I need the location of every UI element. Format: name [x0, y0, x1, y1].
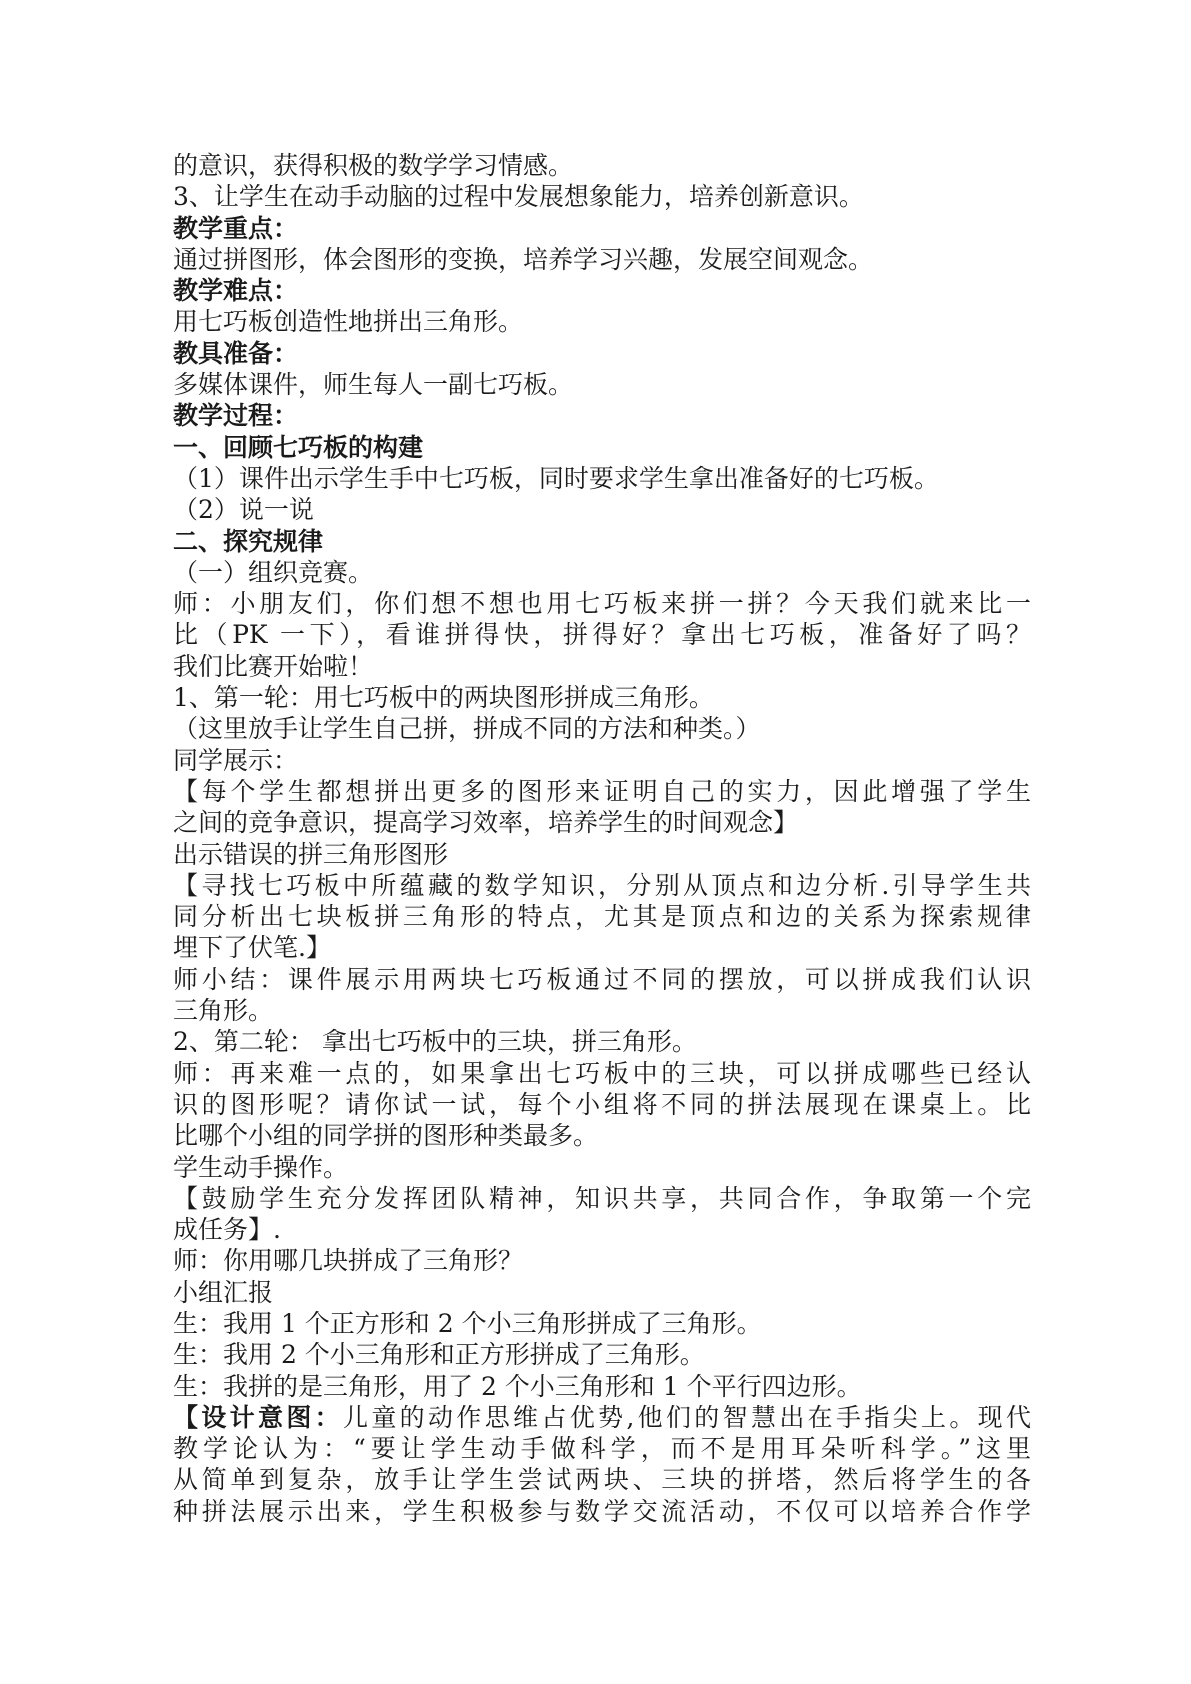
text-line	[173, 588, 1031, 619]
text-line	[173, 807, 1031, 838]
section-heading	[173, 338, 1031, 369]
line-text: 同分析出七块板拼三角形的特点，尤其是顶点和边的关系为探索规律	[173, 902, 1031, 932]
line-text: 的意识，获得积极的数学学习情感。	[173, 151, 574, 180]
line-text: 生：我用 1 个正方形和 2 个小三角形拼成了三角形。	[173, 1308, 762, 1338]
line-text: 从简单到复杂，放手让学生尝试两块、三块的拼塔，然后将学生的各	[173, 1465, 1031, 1495]
text-line	[173, 1464, 1031, 1495]
text-line	[173, 1214, 1031, 1245]
text-line	[173, 150, 1031, 181]
text-line	[173, 1496, 1031, 1527]
line-text: 小组汇报	[173, 1277, 274, 1307]
text-line	[173, 1183, 1031, 1214]
line-text: 教学论认为：“要让学生动手做科学，而不是用耳朵听科学。”这里	[173, 1434, 1031, 1464]
design-intent-label: 【设计意图：	[173, 1402, 344, 1432]
line-text: 通过拼图形，体会图形的变换，培养学习兴趣，发展空间观念。	[173, 244, 874, 274]
section-heading	[173, 432, 1031, 463]
text-line	[173, 306, 1031, 337]
line-text: （2）说一说	[173, 495, 314, 525]
line-text: 【每个学生都想拼出更多的图形来证明自己的实力，因此增强了学生	[173, 776, 1031, 806]
text-line	[173, 839, 1031, 870]
text-line	[173, 244, 1031, 275]
text-line	[173, 1433, 1031, 1464]
text-line	[173, 1245, 1031, 1276]
text-line	[173, 1371, 1031, 1402]
line-text: 师小结：课件展示用两块七巧板通过不同的摆放，可以拼成我们认识	[173, 964, 1031, 994]
line-text: 出示错误的拼三角形图形	[173, 839, 449, 869]
line-text: 学生动手操作。	[173, 1152, 349, 1182]
line-text: 用七巧板创造性地拼出三角形。	[173, 307, 524, 337]
text-line	[173, 901, 1031, 932]
line-text: 埋下了伏笔.】	[173, 933, 331, 963]
line-text: 儿童的动作思维占优势,他们的智慧出在手指尖上。现代	[343, 1402, 1031, 1432]
line-text: （1）课件出示学生手中七巧板，同时要求学生拿出准备好的七巧板。	[173, 463, 939, 493]
line-text: 师：再来难一点的，如果拿出七巧板中的三块，可以拼成哪些已经认	[173, 1058, 1031, 1088]
text-line	[173, 1026, 1031, 1057]
section-heading	[173, 275, 1031, 306]
line-text: 生：我用 2 个小三角形和正方形拼成了三角形。	[173, 1340, 705, 1370]
line-text: 一、回顾七巧板的构建	[173, 432, 424, 462]
text-line	[173, 1277, 1031, 1308]
line-text: （一）组织竞赛。	[173, 557, 374, 587]
text-line	[173, 995, 1031, 1026]
text-line	[173, 1120, 1031, 1151]
section-heading	[173, 400, 1031, 431]
text-line	[173, 1089, 1031, 1120]
text-line	[173, 682, 1031, 713]
line-text: 1、第一轮：用七巧板中的两块图形拼成三角形。	[173, 683, 714, 713]
text-line	[173, 557, 1031, 588]
line-text: 师：小朋友们，你们想不想也用七巧板来拼一拼？今天我们就来比一	[173, 589, 1031, 619]
line-text: 2、第二轮： 拿出七巧板中的三块，拼三角形。	[173, 1027, 697, 1057]
line-text: 成任务】.	[173, 1215, 281, 1245]
line-text: 教学重点：	[173, 213, 299, 243]
text-line	[173, 1402, 1031, 1433]
line-text: 种拼法展示出来，学生积极参与数学交流活动，不仅可以培养合作学	[173, 1496, 1031, 1526]
line-text: 我们比赛开始啦！	[173, 651, 374, 681]
line-text: 教学过程：	[173, 401, 299, 431]
line-text: 比哪个小组的同学拼的图形种类最多。	[173, 1121, 599, 1151]
text-line	[173, 1339, 1031, 1370]
text-line	[173, 181, 1031, 212]
line-text: 生：我拼的是三角形，用了 2 个小三角形和 1 个平行四边形。	[173, 1371, 862, 1401]
text-line	[173, 369, 1031, 400]
text-line	[173, 713, 1031, 744]
line-text: 师：你用哪几块拼成了三角形？	[173, 1246, 524, 1276]
text-line	[173, 776, 1031, 807]
line-text: 3、让学生在动手动脑的过程中发展想象能力，培养创新意识。	[173, 182, 864, 212]
text-line	[173, 1058, 1031, 1089]
section-heading	[173, 526, 1031, 557]
text-line	[173, 651, 1031, 682]
text-line	[173, 1152, 1031, 1183]
text-line	[173, 870, 1031, 901]
line-text: 之间的竞争意识，提高学习效率，培养学生的时间观念】	[173, 808, 799, 838]
line-text: （这里放手让学生自己拼，拼成不同的方法和种类。）	[173, 714, 761, 744]
text-line	[173, 463, 1031, 494]
text-line	[173, 745, 1031, 776]
line-text: 【鼓励学生充分发挥团队精神，知识共享，共同合作，争取第一个完	[173, 1183, 1031, 1213]
document-body	[173, 150, 1031, 1527]
section-heading	[173, 213, 1031, 244]
line-text: 二、探究规律	[173, 526, 324, 556]
text-line	[173, 932, 1031, 963]
line-text: 三角形。	[173, 996, 274, 1026]
text-line	[173, 964, 1031, 995]
line-text: 教学难点：	[173, 276, 299, 306]
line-text: 教具准备：	[173, 338, 299, 368]
line-text: 比（PK 一下），看谁拼得快，拼得好？拿出七巧板，准备好了吗？	[173, 620, 1031, 650]
line-text: 【寻找七巧板中所蕴藏的数学知识，分别从顶点和边分析.引导学生共	[173, 870, 1031, 900]
text-line	[173, 619, 1031, 650]
line-text: 多媒体课件，师生每人一副七巧板。	[173, 370, 574, 400]
line-text: 识的图形呢？请你试一试，每个小组将不同的拼法展现在课桌上。比	[173, 1089, 1031, 1119]
line-text: 同学展示：	[173, 745, 299, 775]
text-line	[173, 494, 1031, 525]
text-line	[173, 1308, 1031, 1339]
